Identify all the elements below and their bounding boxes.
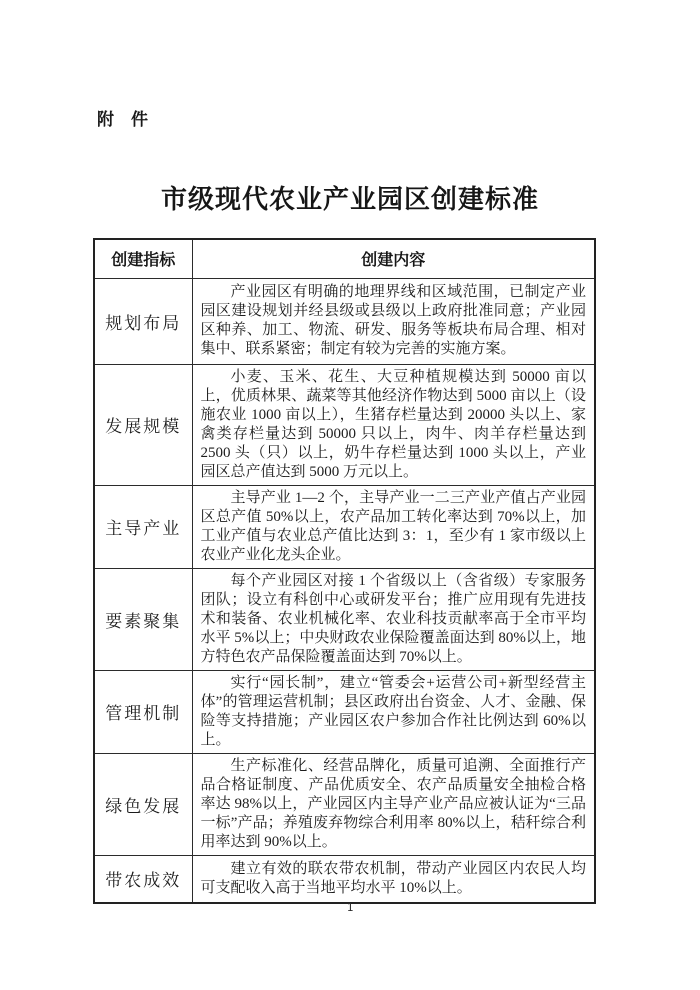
indicator-cell: 绿色发展 [94, 753, 192, 855]
content-text: 产业园区有明确的地理界线和区域范围，已制定产业园区建设规划并经县级或县级以上政府批准同意；产业园区种养、加工、物流、研发、服务等板块布局合理、相对集中、联系紧密；制定有较为完善的实施方案。 [200, 284, 586, 357]
table-row [94, 670, 595, 753]
table-row [94, 278, 595, 364]
content-cell [192, 670, 595, 753]
indicator-cell: 主导产业 [94, 485, 192, 568]
indicator-cell: 带农成效 [94, 855, 192, 903]
content-text: 建立有效的联农带农机制，带动产业园区内农民人均可支配收入高于当地平均水平 10%以上。 [200, 860, 586, 896]
table-row [94, 485, 595, 568]
table-row [94, 364, 595, 485]
content-text: 生产标准化、经营品牌化，质量可追溯、全面推行产品合格证制度、产品优质安全、农产品质量安全抽检合格率达 98%以上，产业园区内主导产业产品应被认证为“三品一标”产品；养殖废弃物综合利用率 80%以上，秸秆综合利用率达到 90%以上。 [200, 757, 586, 850]
content-cell [192, 753, 595, 855]
content-text: 小麦、玉米、花生、大豆种植规模达到 50000 亩以上，优质林果、蔬菜等其他经济作物达到 5000 亩以上（设施农业 1000 亩以上），生猪存栏量达到 20000 头以上、家禽类存栏量达到 50000 只以上，肉牛、肉羊存栏量达到 2500 头（只）以上，奶牛存栏量达到 1000 头以上，产业园区总产值达到 5000 万元以上。 [200, 368, 586, 480]
content-cell [192, 364, 595, 485]
header-indicator: 创建指标 [94, 239, 192, 278]
content-cell [192, 278, 595, 364]
header-content: 创建内容 [192, 239, 595, 278]
page-title: 市级现代农业产业园区创建标准 [160, 185, 539, 215]
indicator-cell: 发展规模 [94, 364, 192, 485]
content-cell [192, 568, 595, 670]
content-text: 主导产业 1—2 个，主导产业一二三产业产值占产业园区总产值 50%以上，农产品加工转化率达到 70%以上，加工业产值与农业总产值比达到 3：1，至少有 1 家市级以上农业产业化龙头企业。 [200, 489, 586, 563]
table-header-row [94, 239, 595, 278]
table-row [94, 568, 595, 670]
indicator-cell: 管理机制 [94, 670, 192, 753]
content-text: 实行“园长制”，建立“管委会+运营公司+新型经营主体”的管理运营机制；县区政府出台资金、人才、金融、保险等支持措施；产业园区农户参加合作社比例达到 60%以上。 [200, 674, 586, 748]
indicator-cell: 要素聚集 [94, 568, 192, 670]
table-row [94, 753, 595, 855]
content-cell [192, 485, 595, 568]
table-row [94, 855, 595, 903]
content-text: 每个产业园区对接 1 个省级以上（含省级）专家服务团队；设立有科创中心或研发平台；推广应用现有先进技术和装备、农业机械化率、农业科技贡献率高于全市平均水平 5%以上；中央财政农业保险覆盖面达到 80%以上，地方特色农产品保险覆盖面达到 70%以上。 [200, 572, 586, 665]
attachment-label: 附 件 [97, 110, 148, 129]
indicator-cell: 规划布局 [94, 278, 192, 364]
content-cell [192, 855, 595, 903]
page-number: 1 [346, 901, 354, 914]
standards-table [93, 238, 596, 904]
